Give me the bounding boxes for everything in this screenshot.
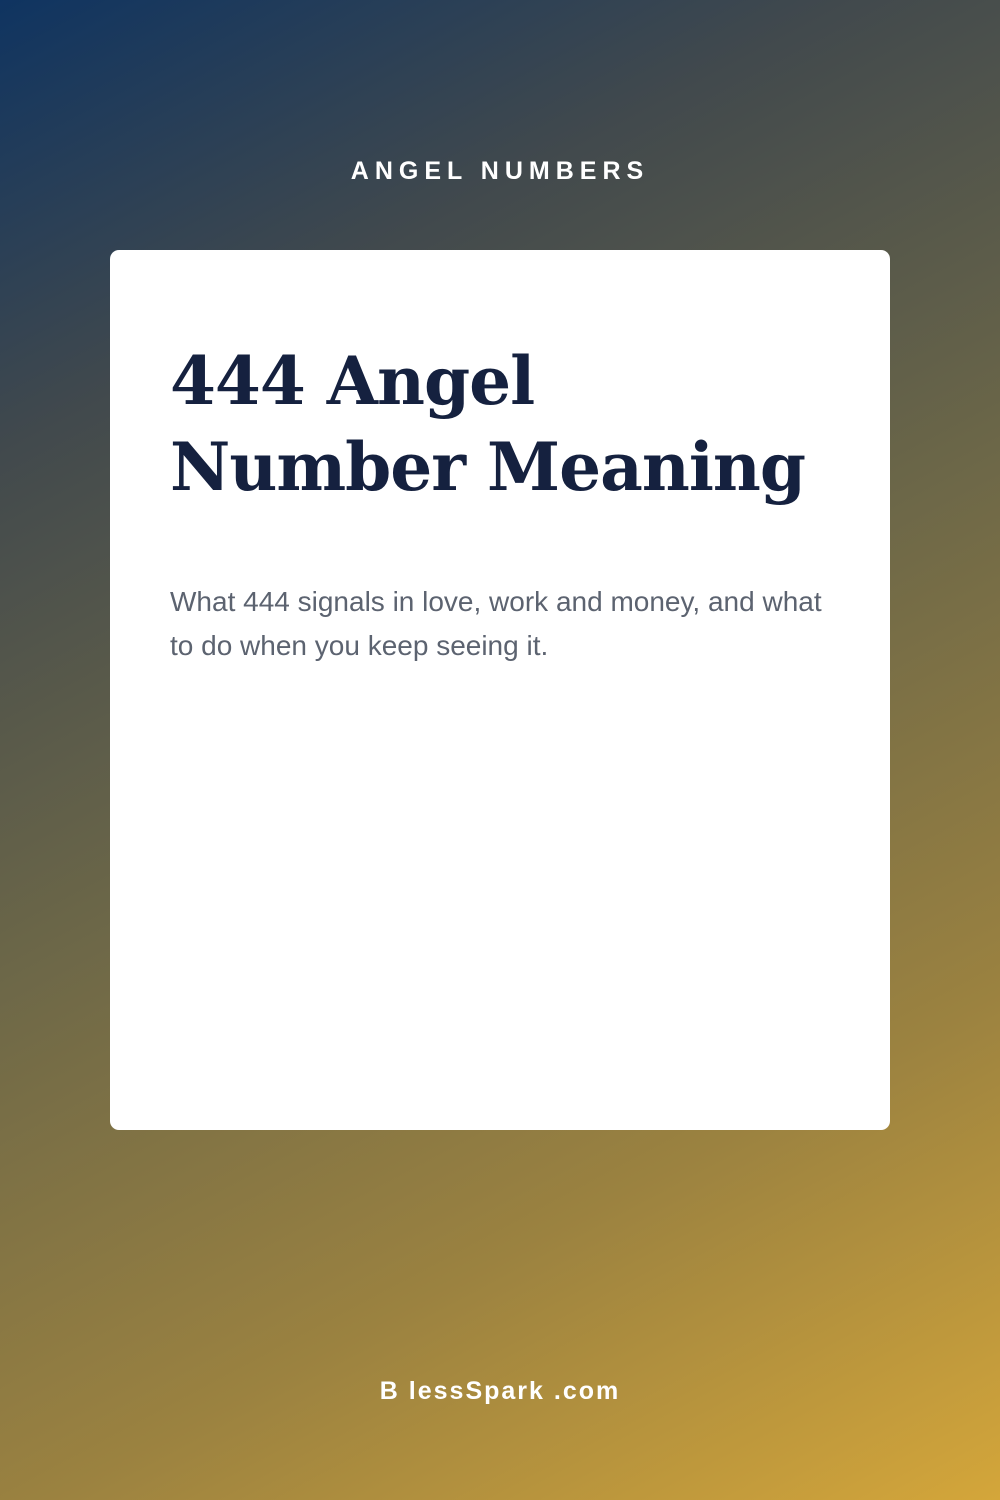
category-label: ANGEL NUMBERS [350, 157, 650, 185]
article-title: 444 Angel Number Meaning [170, 342, 806, 506]
article-subtitle: What 444 signals in love, work and money, and what to do when you keep seeing it. [170, 586, 822, 661]
content-card [110, 250, 890, 1130]
site-name: B lessSpark .com [379, 1377, 621, 1405]
